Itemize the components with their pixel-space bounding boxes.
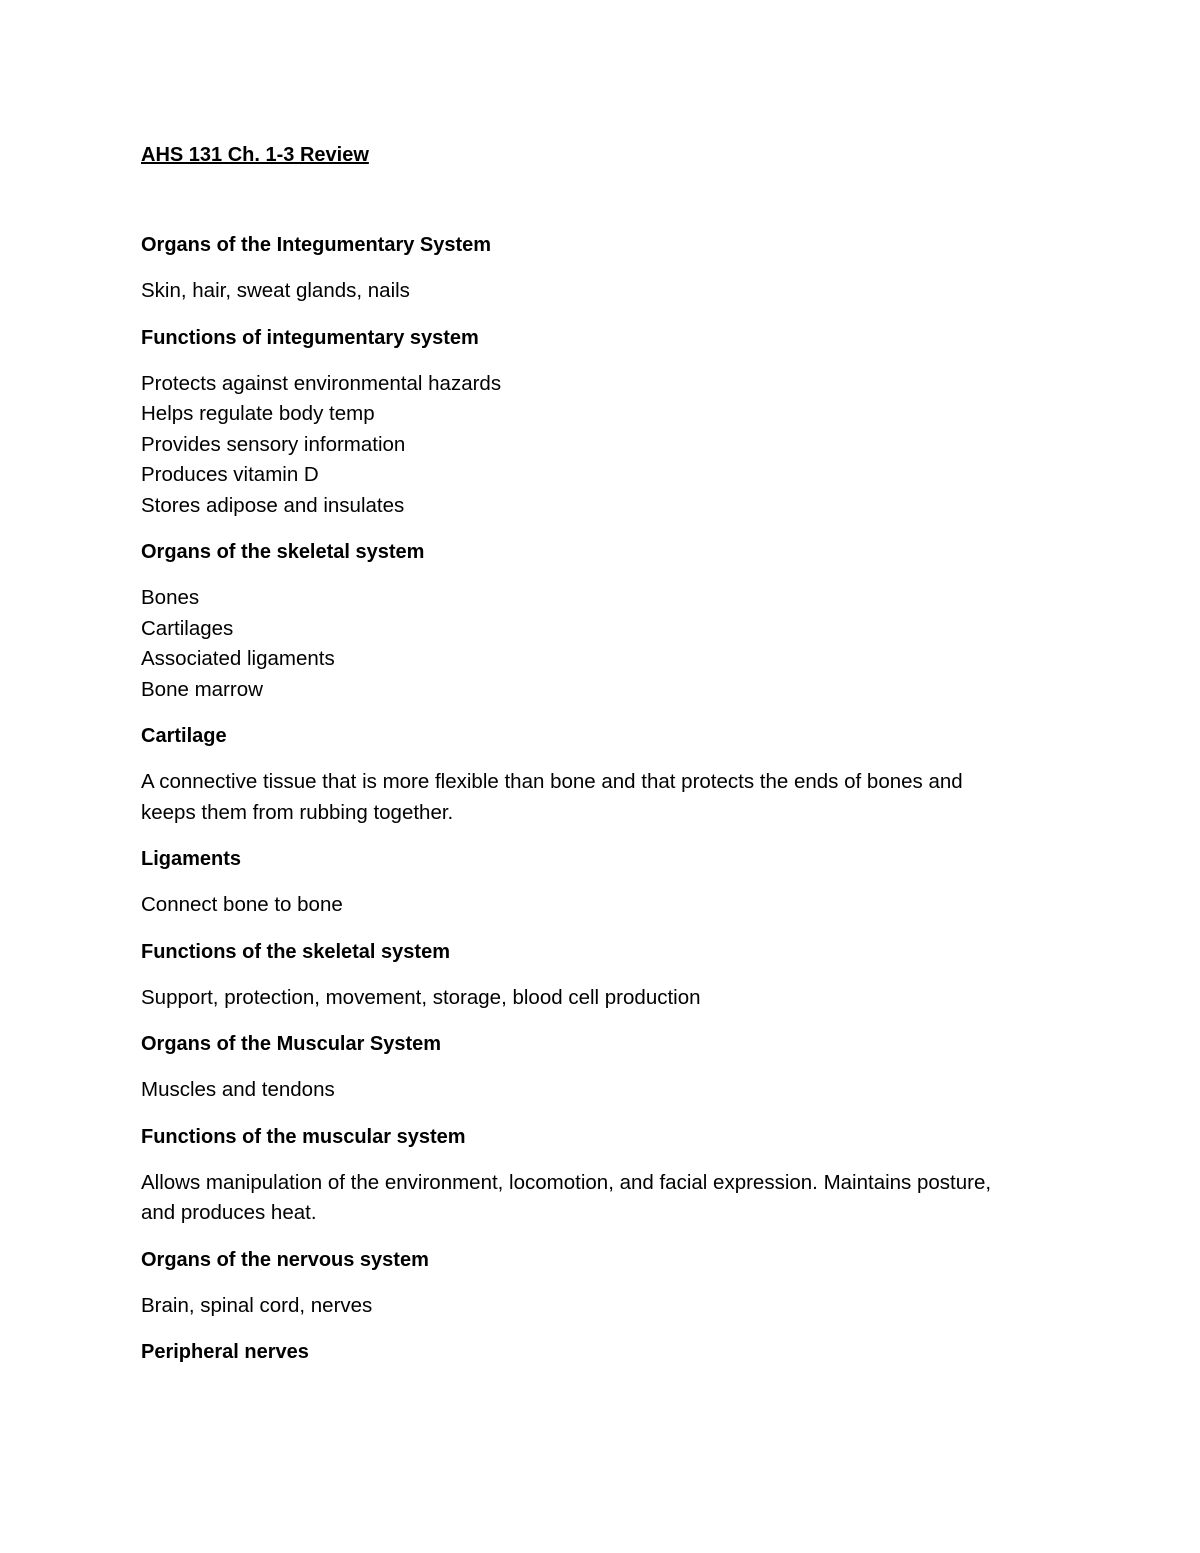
body-line: keeps them from rubbing together. xyxy=(141,800,454,824)
section-body xyxy=(141,983,1071,1014)
section xyxy=(141,537,1071,705)
body-line: Bone marrow xyxy=(141,677,263,701)
section-body xyxy=(141,1291,1071,1322)
body-line: Muscles and tendons xyxy=(141,1078,335,1101)
section-heading: Organs of the nervous system xyxy=(141,1248,429,1271)
section-body xyxy=(141,583,1071,705)
section-body xyxy=(141,767,1071,828)
section xyxy=(141,1122,1071,1229)
body-line: Allows manipulation of the environment, locomotion, and facial expression. Maintains posture, xyxy=(141,1170,992,1194)
section-heading: Ligaments xyxy=(141,848,242,870)
section xyxy=(141,844,1071,921)
body-line: Skin, hair, sweat glands, nails xyxy=(141,279,410,302)
document-title: AHS 131 Ch. 1-3 Review xyxy=(141,144,369,166)
body-line: Produces vitamin D xyxy=(141,463,319,486)
section-body xyxy=(141,890,1071,921)
section-heading: Organs of the skeletal system xyxy=(141,541,425,563)
body-line: Support, protection, movement, storage, blood cell production xyxy=(141,985,701,1009)
body-line: A connective tissue that is more flexible than bone and that protects the ends of bones and xyxy=(141,770,963,793)
body-line: Stores adipose and insulates xyxy=(141,493,405,517)
body-line: Protects against environmental hazards xyxy=(141,371,502,395)
document-page xyxy=(141,140,1071,1383)
body-line: Brain, spinal cord, nerves xyxy=(141,1293,373,1317)
body-line: Cartilages xyxy=(141,616,234,640)
body-line: Associated ligaments xyxy=(141,647,335,670)
section xyxy=(141,721,1071,828)
body-line: Bones xyxy=(141,586,200,609)
document-sections xyxy=(141,230,1071,1367)
section xyxy=(141,230,1071,307)
section-heading: Peripheral nerves xyxy=(141,1341,309,1363)
section-heading: Cartilage xyxy=(141,725,227,747)
section xyxy=(141,937,1071,1014)
body-line: Provides sensory information xyxy=(141,432,406,456)
section-body xyxy=(141,1168,1071,1229)
section-heading: Organs of the Integumentary System xyxy=(141,234,492,256)
section-heading: Functions of the muscular system xyxy=(141,1125,466,1148)
section-body xyxy=(141,276,1071,307)
section-heading: Functions of integumentary system xyxy=(141,326,479,349)
body-line: and produces heat. xyxy=(141,1201,317,1224)
section xyxy=(141,1029,1071,1106)
body-line: Connect bone to bone xyxy=(141,893,343,916)
section xyxy=(141,1245,1071,1322)
section-heading: Functions of the skeletal system xyxy=(141,940,450,963)
section xyxy=(141,323,1071,522)
section-heading: Organs of the Muscular System xyxy=(141,1033,442,1055)
section-body xyxy=(141,369,1071,522)
body-line: Helps regulate body temp xyxy=(141,402,375,425)
section xyxy=(141,1337,1071,1367)
section-body xyxy=(141,1075,1071,1106)
